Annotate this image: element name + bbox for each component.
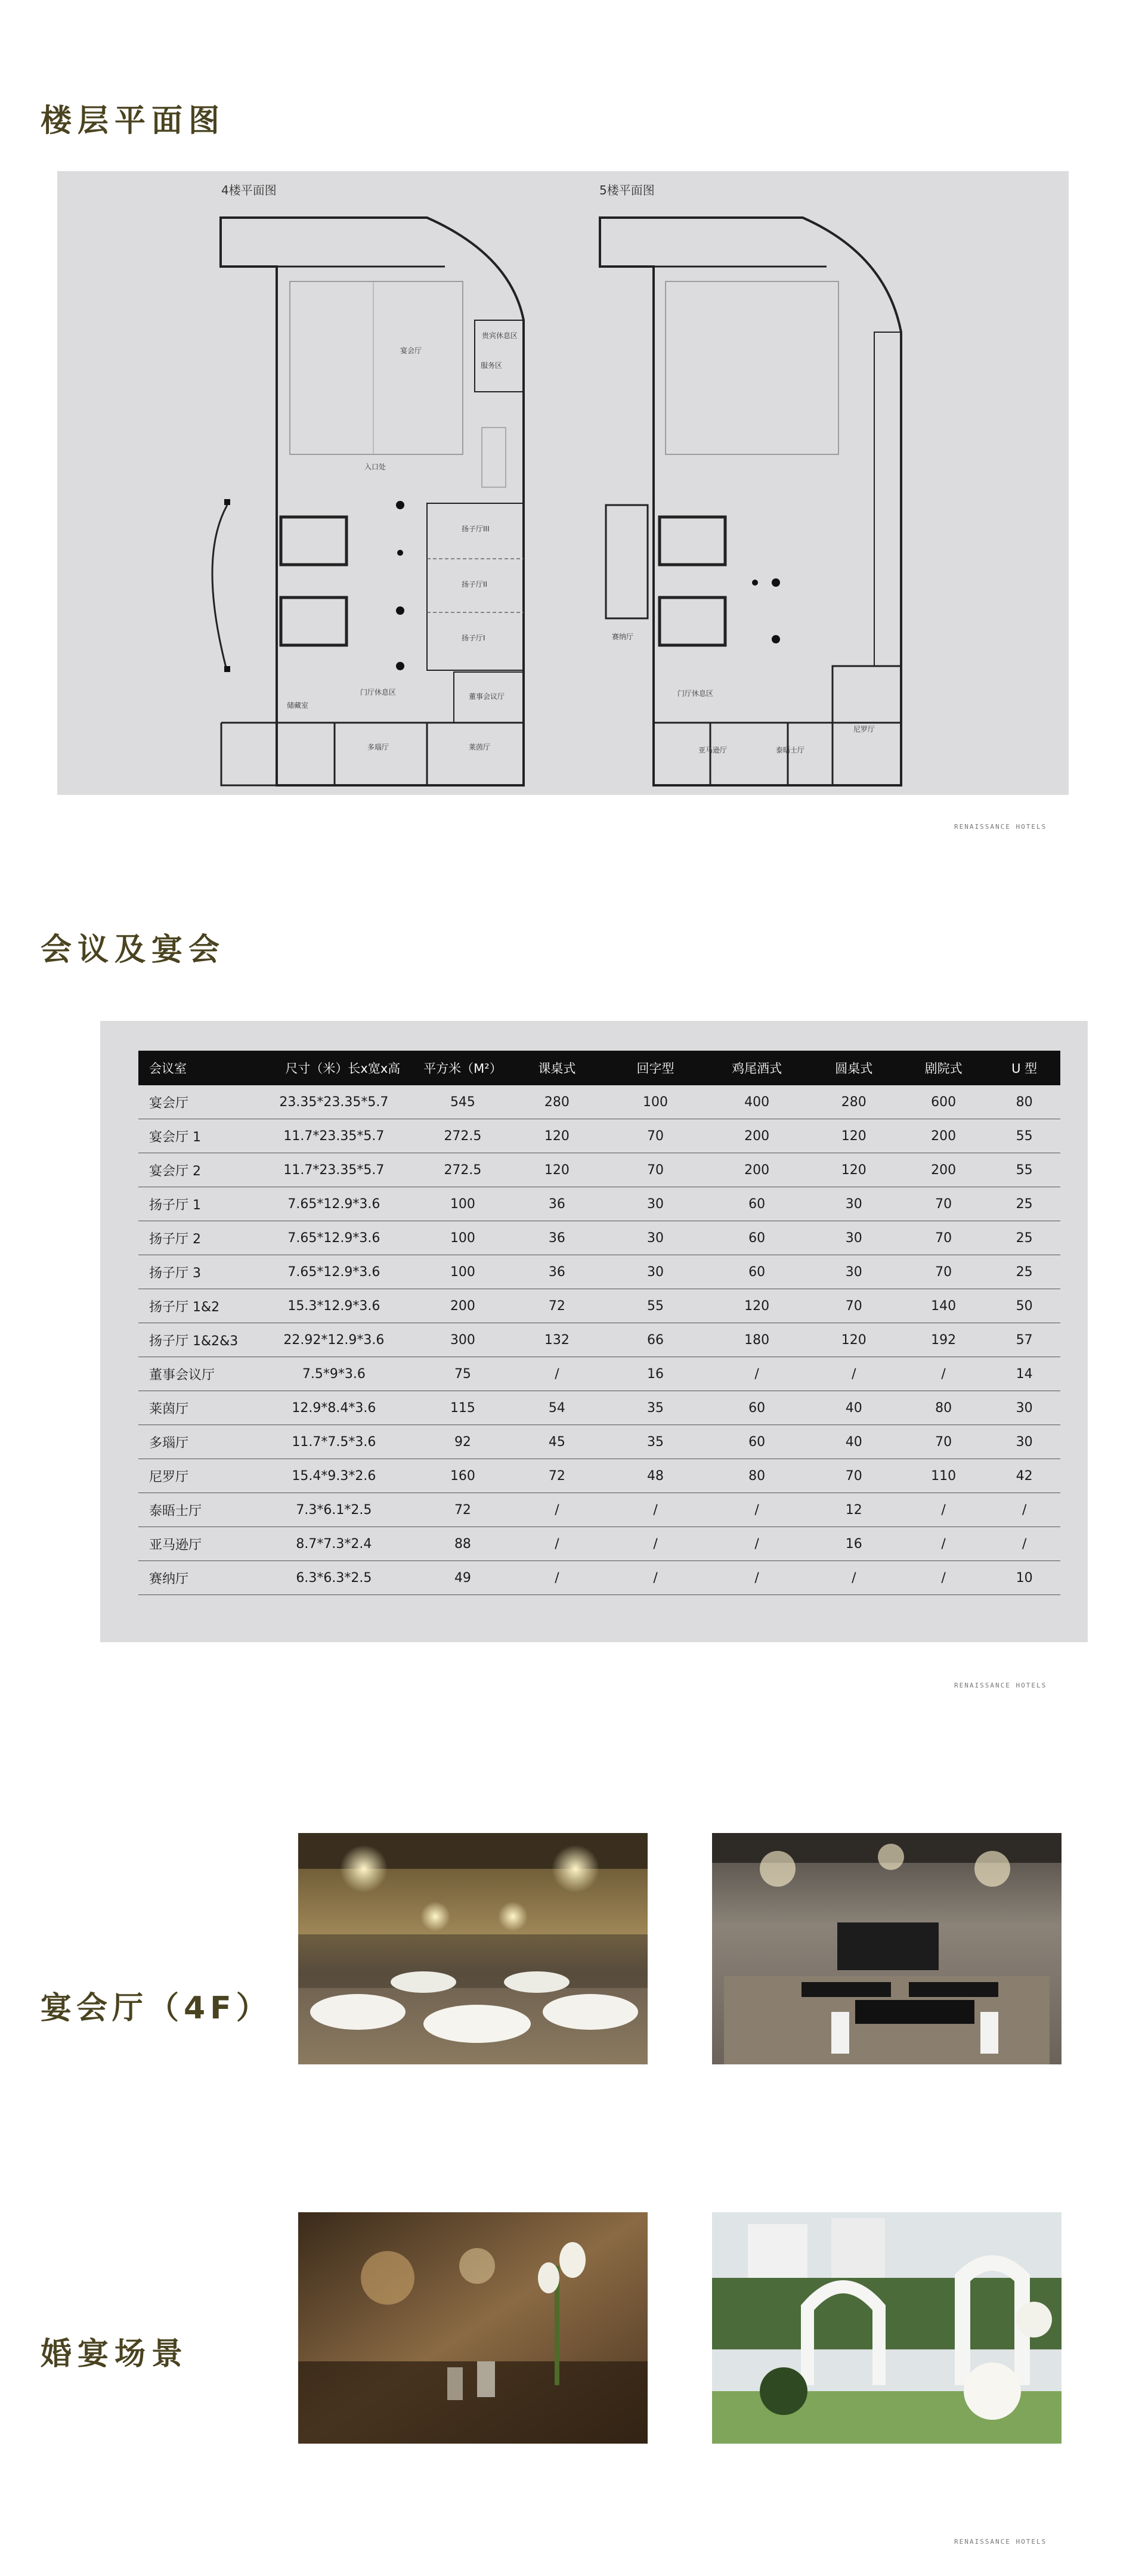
room-label: 入口处 <box>364 463 386 471</box>
table-cell: / <box>606 1561 704 1595</box>
table-cell: 70 <box>899 1255 988 1289</box>
table-cell: 272.5 <box>418 1153 508 1187</box>
table-cell: / <box>507 1493 606 1527</box>
table-cell: 30 <box>606 1255 704 1289</box>
table-cell: 12.9*8.4*3.6 <box>268 1391 417 1425</box>
table-cell: 160 <box>418 1459 508 1493</box>
table-cell: / <box>809 1561 899 1595</box>
table-cell: 30 <box>809 1187 899 1221</box>
table-cell: 60 <box>705 1391 809 1425</box>
table-cell: / <box>705 1357 809 1391</box>
table-cell: 36 <box>507 1187 606 1221</box>
table-cell: / <box>507 1561 606 1595</box>
table-cell: / <box>809 1357 899 1391</box>
room-name-cell: 扬子厅 2 <box>138 1221 268 1255</box>
table-cell: 180 <box>705 1323 809 1357</box>
room-label: 多瑙厅 <box>367 743 389 751</box>
meeting-section-title: 会议及宴会 <box>41 932 226 968</box>
table-cell: 120 <box>809 1119 899 1153</box>
table-cell: 200 <box>705 1153 809 1187</box>
room-name-cell: 多瑙厅 <box>138 1425 268 1459</box>
col-header: 剧院式 <box>899 1051 988 1085</box>
room-name-cell: 宴会厅 <box>138 1085 268 1119</box>
table-cell: 120 <box>507 1119 606 1153</box>
room-label: 扬子厅I <box>462 634 485 642</box>
table-cell: 12 <box>809 1493 899 1527</box>
table-cell: 70 <box>606 1119 704 1153</box>
wedding-section-title: 婚宴场景 <box>41 2336 189 2372</box>
table-cell: 100 <box>418 1187 508 1221</box>
col-header: 课桌式 <box>507 1051 606 1085</box>
col-header: 鸡尾酒式 <box>705 1051 809 1085</box>
table-cell: 55 <box>988 1119 1060 1153</box>
table-row <box>138 1357 1060 1391</box>
table-cell: 132 <box>507 1323 606 1357</box>
table-cell: 30 <box>809 1221 899 1255</box>
table-cell: 66 <box>606 1323 704 1357</box>
table-cell: / <box>705 1493 809 1527</box>
table-cell: 70 <box>809 1459 899 1493</box>
table-cell: 22.92*12.9*3.6 <box>268 1323 417 1357</box>
room-label: 贵宾休息区 <box>482 332 518 340</box>
table-cell: 42 <box>988 1459 1060 1493</box>
table-cell: 300 <box>418 1323 508 1357</box>
table-cell: 30 <box>606 1221 704 1255</box>
table-cell: 80 <box>705 1459 809 1493</box>
table-cell: 192 <box>899 1323 988 1357</box>
brand-footer-2: RENAISSANCE HOTELS <box>954 1682 1047 1689</box>
room-label: 宴会厅 <box>400 346 422 355</box>
table-cell: / <box>606 1493 704 1527</box>
table-cell: 10 <box>988 1561 1060 1595</box>
table-cell: 6.3*6.3*2.5 <box>268 1561 417 1595</box>
room-name-cell: 扬子厅 3 <box>138 1255 268 1289</box>
table-cell: 70 <box>899 1187 988 1221</box>
table-cell: / <box>899 1493 988 1527</box>
room-label: 门厅休息区 <box>677 689 714 698</box>
room-name-cell: 泰晤士厅 <box>138 1493 268 1527</box>
room-label: 扬子厅II <box>462 580 488 589</box>
table-cell: 75 <box>418 1357 508 1391</box>
table-cell: 120 <box>809 1323 899 1357</box>
col-header: 会议室 <box>138 1051 268 1085</box>
room-name-cell: 宴会厅 2 <box>138 1153 268 1187</box>
table-cell: / <box>899 1357 988 1391</box>
table-cell: 7.5*9*3.6 <box>268 1357 417 1391</box>
table-cell: / <box>705 1527 809 1561</box>
table-cell: 23.35*23.35*5.7 <box>268 1085 417 1119</box>
table-row <box>138 1391 1060 1425</box>
table-cell: 7.65*12.9*3.6 <box>268 1221 417 1255</box>
table-cell: / <box>899 1527 988 1561</box>
table-cell: 200 <box>899 1153 988 1187</box>
table-cell: 600 <box>899 1085 988 1119</box>
room-label: 储藏室 <box>287 701 309 710</box>
room-name-cell: 莱茵厅 <box>138 1391 268 1425</box>
floor4-room-labels <box>287 331 518 751</box>
table-cell: 16 <box>606 1357 704 1391</box>
table-cell: 100 <box>418 1221 508 1255</box>
floorplan-section-title: 楼层平面图 <box>41 103 226 139</box>
table-cell: 54 <box>507 1391 606 1425</box>
table-row <box>138 1527 1060 1561</box>
table-row <box>138 1493 1060 1527</box>
table-cell: / <box>705 1561 809 1595</box>
table-cell: 60 <box>705 1221 809 1255</box>
table-cell: 120 <box>705 1289 809 1323</box>
table-cell: 200 <box>705 1119 809 1153</box>
ballroom-photo-round-tables <box>298 1833 648 2064</box>
table-cell: 200 <box>899 1119 988 1153</box>
table-cell: 88 <box>418 1527 508 1561</box>
brand-footer-3: RENAISSANCE HOTELS <box>954 2538 1047 2546</box>
table-cell: 92 <box>418 1425 508 1459</box>
room-label: 亚马逊厅 <box>698 746 728 754</box>
col-header: 圆桌式 <box>809 1051 899 1085</box>
table-cell: 115 <box>418 1391 508 1425</box>
table-cell: 40 <box>809 1425 899 1459</box>
table-row <box>138 1425 1060 1459</box>
room-name-cell: 亚马逊厅 <box>138 1527 268 1561</box>
table-cell: 70 <box>899 1221 988 1255</box>
table-cell: 110 <box>899 1459 988 1493</box>
table-cell: 7.3*6.1*2.5 <box>268 1493 417 1527</box>
table-cell: / <box>507 1357 606 1391</box>
table-row <box>138 1289 1060 1323</box>
table-cell: 280 <box>507 1085 606 1119</box>
table-cell: 30 <box>606 1187 704 1221</box>
table-cell: 48 <box>606 1459 704 1493</box>
table-cell: 40 <box>809 1391 899 1425</box>
room-name-cell: 扬子厅 1&2&3 <box>138 1323 268 1357</box>
floor5-room-labels <box>612 632 875 754</box>
table-cell: 140 <box>899 1289 988 1323</box>
table-cell: 45 <box>507 1425 606 1459</box>
table-cell: 100 <box>418 1255 508 1289</box>
table-cell: 60 <box>705 1425 809 1459</box>
table-cell: 35 <box>606 1425 704 1459</box>
floor-plan-drawings <box>57 171 1069 795</box>
room-label: 服务区 <box>481 361 503 370</box>
table-cell: 200 <box>418 1289 508 1323</box>
table-cell: 272.5 <box>418 1119 508 1153</box>
meeting-rooms-table <box>138 1051 1060 1595</box>
table-cell: 30 <box>988 1391 1060 1425</box>
table-cell: 25 <box>988 1255 1060 1289</box>
table-cell: 11.7*7.5*3.6 <box>268 1425 417 1459</box>
table-cell: 7.65*12.9*3.6 <box>268 1187 417 1221</box>
table-cell: 120 <box>507 1153 606 1187</box>
table-cell: 60 <box>705 1255 809 1289</box>
table-header-row <box>138 1051 1060 1085</box>
room-label: 扬子厅III <box>462 525 490 533</box>
table-cell: 55 <box>988 1153 1060 1187</box>
table-cell: 70 <box>899 1425 988 1459</box>
col-header: 回字型 <box>606 1051 704 1085</box>
table-cell: / <box>507 1527 606 1561</box>
table-cell: 30 <box>988 1425 1060 1459</box>
floor5-plan-label: 5楼平面图 <box>599 183 655 197</box>
table-cell: 15.3*12.9*3.6 <box>268 1289 417 1323</box>
wedding-photo-outdoor-arch <box>712 2212 1062 2444</box>
table-cell: 30 <box>809 1255 899 1289</box>
room-name-cell: 宴会厅 1 <box>138 1119 268 1153</box>
table-cell: 14 <box>988 1357 1060 1391</box>
table-row <box>138 1153 1060 1187</box>
table-row <box>138 1119 1060 1153</box>
table-row <box>138 1323 1060 1357</box>
room-label: 尼罗厅 <box>853 725 875 733</box>
table-cell: 15.4*9.3*2.6 <box>268 1459 417 1493</box>
room-label: 莱茵厅 <box>469 743 491 751</box>
table-cell: 72 <box>418 1493 508 1527</box>
room-label: 泰晤士厅 <box>776 746 805 754</box>
table-cell: / <box>606 1527 704 1561</box>
table-cell: 70 <box>809 1289 899 1323</box>
room-label: 董事会议厅 <box>469 692 505 701</box>
table-cell: 16 <box>809 1527 899 1561</box>
table-cell: 400 <box>705 1085 809 1119</box>
meeting-table-panel <box>100 1021 1088 1642</box>
table-cell: 11.7*23.35*5.7 <box>268 1119 417 1153</box>
table-cell: 100 <box>606 1085 704 1119</box>
table-body <box>138 1085 1060 1595</box>
table-cell: 25 <box>988 1187 1060 1221</box>
table-cell: 80 <box>988 1085 1060 1119</box>
room-label: 门厅休息区 <box>360 688 397 696</box>
table-cell: / <box>988 1493 1060 1527</box>
room-name-cell: 赛纳厅 <box>138 1561 268 1595</box>
table-cell: 35 <box>606 1391 704 1425</box>
ballroom-section-title: 宴会厅（4F） <box>41 1990 272 2026</box>
room-name-cell: 董事会议厅 <box>138 1357 268 1391</box>
floor5-plan <box>600 218 901 785</box>
room-name-cell: 扬子厅 1 <box>138 1187 268 1221</box>
table-cell: 55 <box>606 1289 704 1323</box>
table-row <box>138 1085 1060 1119</box>
table-cell: 545 <box>418 1085 508 1119</box>
table-cell: 120 <box>809 1153 899 1187</box>
floor4-plan-label: 4楼平面图 <box>221 183 277 197</box>
col-header: 尺寸（米）长x宽x高 <box>268 1051 417 1085</box>
table-cell: 57 <box>988 1323 1060 1357</box>
col-header: U 型 <box>988 1051 1060 1085</box>
table-cell: 36 <box>507 1255 606 1289</box>
table-cell: 60 <box>705 1187 809 1221</box>
table-cell: 72 <box>507 1459 606 1493</box>
room-name-cell: 尼罗厅 <box>138 1459 268 1493</box>
table-row <box>138 1459 1060 1493</box>
brand-footer-1: RENAISSANCE HOTELS <box>954 823 1047 831</box>
table-cell: / <box>988 1527 1060 1561</box>
table-cell: 25 <box>988 1221 1060 1255</box>
floorplan-panel <box>57 171 1069 795</box>
table-row <box>138 1255 1060 1289</box>
table-cell: 49 <box>418 1561 508 1595</box>
room-label: 赛纳厅 <box>612 633 634 641</box>
table-cell: 11.7*23.35*5.7 <box>268 1153 417 1187</box>
table-row <box>138 1561 1060 1595</box>
table-cell: 80 <box>899 1391 988 1425</box>
table-cell: 280 <box>809 1085 899 1119</box>
table-row <box>138 1221 1060 1255</box>
room-name-cell: 扬子厅 1&2 <box>138 1289 268 1323</box>
table-cell: 50 <box>988 1289 1060 1323</box>
table-cell: / <box>899 1561 988 1595</box>
floor5-columns <box>752 578 780 643</box>
table-cell: 70 <box>606 1153 704 1187</box>
table-row <box>138 1187 1060 1221</box>
table-cell: 7.65*12.9*3.6 <box>268 1255 417 1289</box>
ballroom-photo-classroom <box>712 1833 1062 2064</box>
table-cell: 36 <box>507 1221 606 1255</box>
table-cell: 72 <box>507 1289 606 1323</box>
wedding-photo-table-setting <box>298 2212 648 2444</box>
table-cell: 8.7*7.3*2.4 <box>268 1527 417 1561</box>
col-header: 平方米（M²） <box>418 1051 508 1085</box>
